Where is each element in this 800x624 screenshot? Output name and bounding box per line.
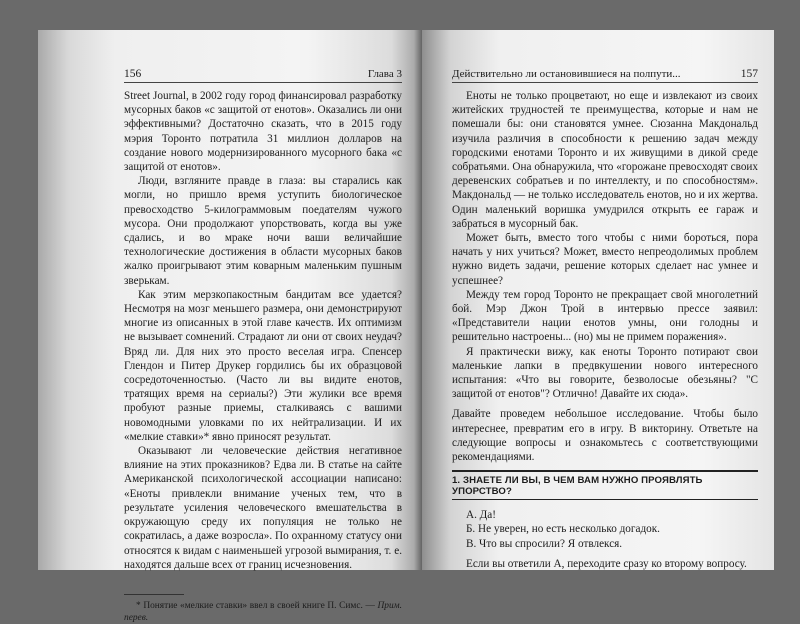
paragraph: Как этим мерзкопакостным бандитам все удается? Несмотря на мозг меньшего размера, они демонстрируют многие из описанных в этой главе качеств. Их оптимизм не вызывает сомнений. Страдают ли они от своих неудач? Вряд ли. Для них это просто веселая игра. Спенсер Глендон и Питер Друкер гордились бы их образцовой сосредоточенностью. (Часто ли вы видите енотов, тратящих время на сериалы?) Эти жулики все время пробуют разные приемы, сталкиваясь с вашими новомодными уловками по их нейтрализации. И их «мелкие ставки»* явно приносят результат. — [124, 288, 402, 443]
left-running-head — [124, 68, 402, 83]
answer-option: Б. Не уверен, но есть несколько догадок. — [466, 523, 660, 536]
quiz-heading: 1. ЗНАЕТЕ ЛИ ВЫ, В ЧЕМ ВАМ НУЖНО ПРОЯВЛЯТЬ УПОРСТВО? — [452, 470, 758, 500]
right-running-head — [452, 68, 758, 83]
answer-option: А. Да! — [466, 509, 496, 522]
paragraph: Оказывают ли человеческие действия негативное влияние на этих проказников? Едва ли. В статье на сайте Американской психологической ассоциации написано: «Еноты привлекли внимание ученых тем, что в результате усиления человеческого вмешательства в окружающую среду их популяция не только не сократилась, а даже возросла». По охранному статусу они относятся к видам с наименьшей угрозой вымирания, т. е. находятся дальше всех от границ исчезновения. — [124, 445, 402, 571]
footnote-credit: Прим. перев. — [124, 600, 403, 623]
answer-list — [452, 508, 758, 551]
footnote-divider — [124, 594, 184, 595]
answer-option: В. Что вы спросили? Я отвлекся. — [466, 537, 623, 550]
left-page — [38, 30, 422, 623]
paragraph: Если вы ответили А, переходите сразу ко второму вопросу. — [466, 557, 747, 570]
footnote-text: * Понятие «мелкие ставки» ввел в своей книге П. Симс. — — [136, 600, 375, 611]
page-number-left: 156 — [124, 68, 142, 80]
paragraph: Я практически вижу, как еноты Торонто потирают свои маленькие лапки в предвкушении нового интересного испытания: «Что вы говорите, безволосые обезьяны? "С защитой от енотов"? Отлично! Давайте их сюда». — [452, 345, 758, 401]
section-title: Действительно ли остановившиеся на полпути... — [452, 68, 681, 80]
paragraph: Еноты не только процветают, но еще и извлекают из своих житейских трудностей те преимущества, которые и нам не помешали бы: они становятся умнее. Сюзанна Макдональд изучила различия в способности к решению задач между городскими енотами Торонто и их живущими в дикой среде собратьями. Она обнаружила, что «горожане превосходят своих деревенских собратьев и по интеллекту, и по способностям». Макдональд — не только исследователь енотов, но и их жертва. Один маленький воришка умудрился открыть ее гараж и забраться в мусорный бак. — [452, 90, 758, 230]
right-page-body — [452, 89, 758, 571]
paragraph: Между тем город Торонто не прекращает свой многолетний бой. Мэр Джон Трой в интервью прессе заявил: «Представители нации енотов умны, они голодны и решительно настроены... (но) мы не примем поражения». — [452, 288, 758, 344]
paragraph: Street Journal, в 2002 году город финансировал разработку мусорных баков «с защитой от енотов». Оказались ли они эффективными? Достаточно сказать, что в 2015 году мэрия Торонто потратила 31 миллион долларов на создание нового модернизированного мусорного бака «с защитой от енотов». — [124, 90, 402, 174]
footnote — [124, 600, 402, 624]
paragraph: Может быть, вместо того чтобы с ними бороться, пора начать у них учиться? Может, вместо непреодолимых проблем нужно видеть задачи, решение которых сделает нас умнее и успешнее? — [452, 232, 758, 287]
right-page — [422, 30, 774, 570]
quiz-intro: Давайте проведем небольшое исследование. Чтобы было интереснее, превратим его в игру. В викторину. Ответьте на следующие вопросы и ознакомьтесь с соответствующими рекомендациями. — [452, 408, 758, 464]
chapter-title: Глава 3 — [367, 68, 402, 80]
left-page-body — [124, 89, 402, 572]
paragraph: Люди, взгляните правде в глаза: вы старались как могли, но пришло время уступить биологическое превосходство 5-килограммовым поедателям чужого мусора. Они продолжают упорствовать, когда вы уже сдались, и во мраке ночи ваши величайшие технологические достижения в области мусорных баков жалко проигрывают этим коварным маленьким пушным зверькам. — [124, 175, 402, 287]
page-number-right: 157 — [740, 68, 758, 80]
